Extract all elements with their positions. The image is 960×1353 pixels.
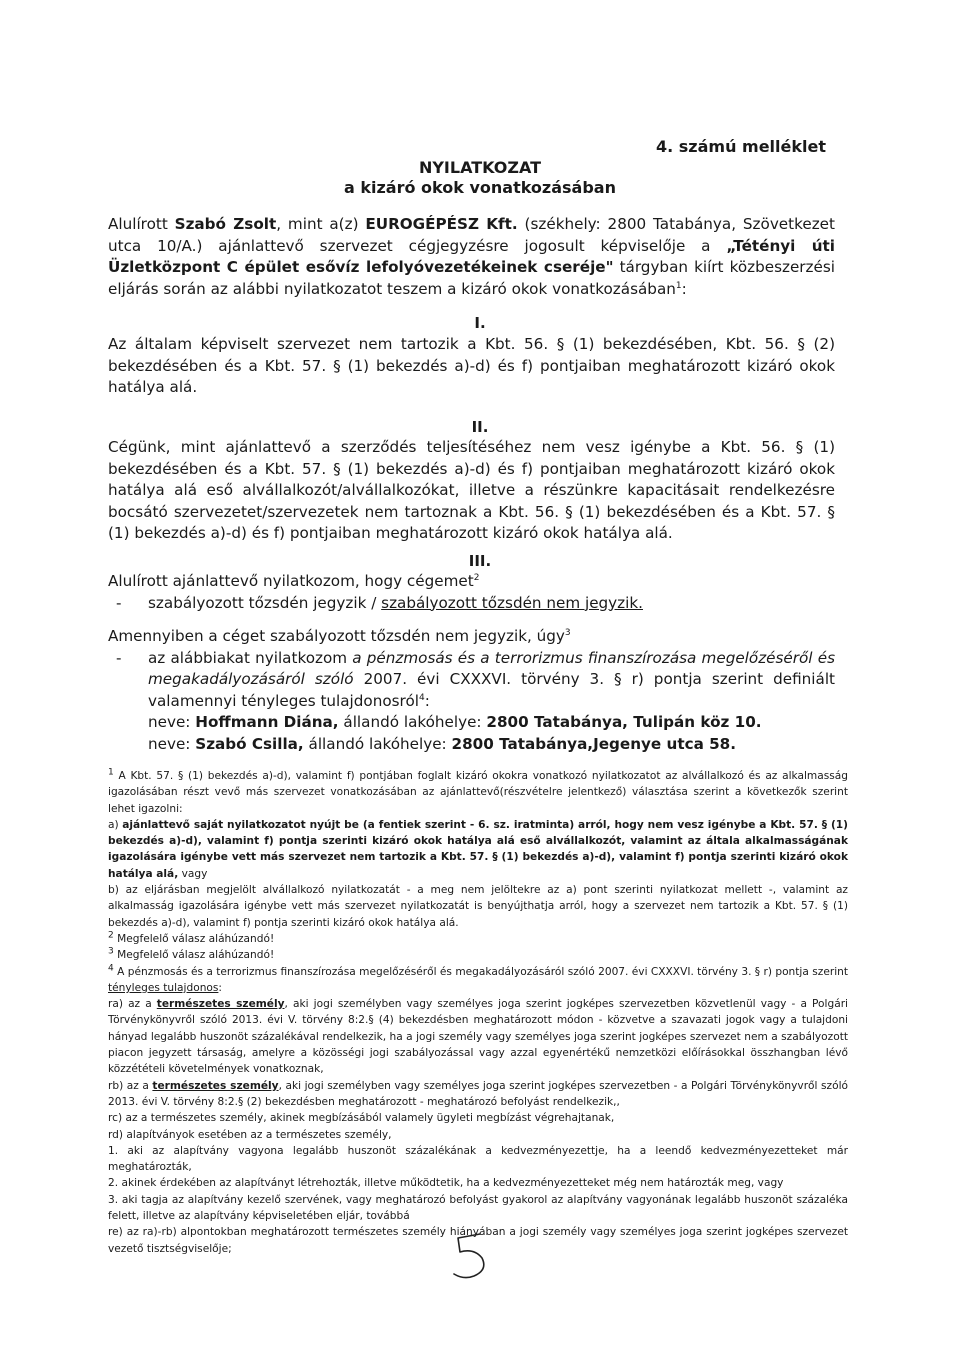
ra-prefix: ra) az a xyxy=(108,998,157,1011)
footnote-4-rc: rc) az a természetes személy, akinek megbízásából valamely ügyleti megbízást végrehajtanak, xyxy=(108,1112,615,1125)
annex-number: 4. számú melléklet xyxy=(655,137,826,156)
footnote-ref-1: 1 xyxy=(675,280,682,291)
owner-1 xyxy=(148,712,835,734)
footnote-3 xyxy=(108,947,848,963)
footnotes xyxy=(108,768,848,1257)
section-2-heading: II. xyxy=(471,418,489,436)
owner-2-residence-label: állandó lakóhelye: xyxy=(303,734,452,753)
section-3-lead: Alulírott ajánlattevő nyilatkozom, hogy cégemet xyxy=(108,572,474,590)
intro-text-1: Alulírott xyxy=(108,215,175,233)
handwritten-page-mark xyxy=(440,1228,510,1288)
footnote-4-re: re) az ra)-rb) alpontokban meghatározott természetes személy hiányában a jogi személy vagy személyes joga szerint jogképes szervezet vezető tisztségviselője; xyxy=(108,1226,848,1255)
footnote-2-text: Megfelelő válasz aláhúzandó! xyxy=(113,932,275,945)
owner-1-name: Hoffmann Diána, xyxy=(195,713,339,731)
title-line-1: NYILATKOZAT xyxy=(418,158,542,177)
signatory-name: Szabó Zsolt xyxy=(174,215,277,233)
footnote-1-number: 1 xyxy=(108,767,114,778)
footnote-1 xyxy=(108,768,848,817)
owners-lead xyxy=(108,626,835,648)
footnote-4 xyxy=(108,964,848,997)
project-name: „Tétényi úti Üzletközpont C épület esővíz lefolyóvezetékeinek cseréje" xyxy=(108,236,835,276)
footnote-4-rd-3: 3. aki tagja az alapítvány kezelő szervének, vagy meghatározó befolyást gyakorol az alapítvány vagyonának legalább huszonöt százaléka felett, illetve az alapítvány képviseletében eljár, továbbá xyxy=(108,1193,848,1223)
title-line-2: a kizáró okok vonatkozásában xyxy=(344,178,616,197)
footnote-4-rd-2: 2. akinek érdekében az alapítványt létrehozták, illetve működtetik, ha a kedvezményezetteket még nem határozták meg, vagy xyxy=(108,1177,784,1190)
dash-marker: - xyxy=(116,648,122,667)
footnote-4-rb xyxy=(108,1078,848,1111)
company-name: EUROGÉPÉSZ Kft. xyxy=(365,215,518,233)
section-3-heading: III. xyxy=(468,552,492,570)
footnote-1-text: A Kbt. 57. § (1) bekezdés a)-d), valamint f) pontjában foglalt kizáró okokra vonatkozó nyilatkozatot az alvállalkozó és az alkalmasság igazolásában részt vevő más szervezet vonatkozásában az ajánlattevő(részvételre jelentkező) választása szerint a következők szerint lehet igazolni: xyxy=(108,770,848,815)
footnote-1-a-label: a) xyxy=(108,818,123,831)
owners-text-2: 2007. évi CXXXVI. törvény 3. § r) pontja szerint definiált valamennyi tényleges tulajdonosról xyxy=(148,670,835,710)
footnote-4-term: tényleges tulajdonos xyxy=(108,981,219,994)
footnote-ref-2: 2 xyxy=(473,572,480,583)
section-3-text xyxy=(108,571,835,593)
listing-options xyxy=(108,593,835,615)
ra-term: természetes személy xyxy=(156,998,285,1011)
listing-option-2: szabályozott tőzsdén nem jegyzik. xyxy=(381,593,643,612)
owners-block xyxy=(108,626,835,755)
footnote-1-a-tail: vagy xyxy=(178,867,208,880)
section-1-text: Az általam képviselt szervezet nem tartozik a Kbt. 56. § (1) bekezdésében, Kbt. 56. § (2) bekezdésében és a Kbt. 57. § (1) bekezdés a)-d) és f) pontjaiban meghatározott kizáró okok hatálya alá. xyxy=(108,335,835,396)
footnote-3-text: Megfelelő válasz aláhúzandó! xyxy=(113,949,275,962)
owner-2-label: neve: xyxy=(148,734,196,753)
owner-2 xyxy=(148,734,835,756)
rb-prefix: rb) az a xyxy=(108,1079,153,1092)
footnote-1-a-text: ajánlattevő saját nyilatkozatot nyújt be (a fentiek szerint - 6. sz. iratminta) arról, hogy nem vesz igénybe a Kbt. 57. § (1) bekezdés a)-d), valamint f) pontja szerinti kizáró okok hatálya alá eső alvállalkozót, valamint az általa alkalmasságának igazolására igénybe vett más szervezet nem tartozik a Kbt. 57. § (1) bekezdés a)-d), valamint f) pontja szerinti kizáró okok hatálya alá, xyxy=(108,818,848,880)
footnote-2 xyxy=(108,931,848,947)
intro-paragraph xyxy=(108,214,835,300)
intro-text-5: : xyxy=(681,279,687,298)
ra-text: , aki jogi személyben vagy személyes joga szerint jogképes szervezetben közvetlenül vagy - a Polgári Törvénykönyvről szóló 2013. évi V. törvény 8:2.§ (4) bekezdésben meghatározott módon - közvetve a szavazati jogok vagy a tulajdoni hányad legalább huszonöt százalékával rendelkezik, ha a jogi személy vagy személyes joga szerint jogképes szervezet nem a szabályozott piacon jegyzett társaság, amelyre a közösségi jogi szabályozással vagy azzal egyenértékű nemzetközi előírásokkal összhangban lévő közzétételi követelmények vonatkoznak, xyxy=(108,998,848,1076)
footnote-4-rd-1: 1. aki az alapítvány vagyona legalább huszonöt százalékának a kedvezményezettje, ha a leendő kedvezményezetteket már meghatározták, xyxy=(108,1144,848,1174)
footnote-ref-4: 4 xyxy=(418,692,425,703)
footnote-3-number: 3 xyxy=(108,946,114,957)
rb-text: , aki jogi személyben vagy személyes joga szerint jogképes szervezetben - a Polgári Törvénykönyvről szóló 2013. évi V. törvény 8:2.§ (2) bekezdésben meghatározott - meghatározó befolyást rendelkezik,, xyxy=(108,1079,848,1108)
intro-text-2: , mint a(z) xyxy=(276,215,366,233)
footnote-2-number: 2 xyxy=(108,930,114,941)
section-3-block xyxy=(108,571,835,614)
footnote-ref-3: 3 xyxy=(564,627,571,638)
owners-statement xyxy=(108,648,835,756)
rb-term: természetes személy xyxy=(152,1079,279,1092)
dash-marker: - xyxy=(116,593,122,612)
footnote-1-b: b) az eljárásban megjelölt alvállalkozó nyilatkozatát - a meg nem jelöltekre az a) pont szerinti nyilatkozat mellett -, valamint az alkalmasság igazolására igénybe vett más szervezet nyilatkozatát is benyújthatja arról, hogy a szervezet nem tartozik a Kbt. 57. § (1) bekezdés a)-d), valamint f) pontja szerinti kizáró okok hatálya alá. xyxy=(108,884,848,929)
document-title xyxy=(330,158,630,198)
intro-text-4: tárgyban kiírt közbeszerzési eljárás során az alábbi nyilatkozatot teszem a kizáró okok vonatkozásában xyxy=(108,258,835,298)
section-1-heading: I. xyxy=(474,314,486,332)
footnote-1-a xyxy=(108,817,848,882)
owner-1-label: neve: xyxy=(148,713,196,731)
section-2-text: Cégünk, mint ajánlattevő a szerződés teljesítéséhez nem vesz igénybe a Kbt. 56. § (1) bekezdésében és a Kbt. 57. § (1) bekezdés a)-d) és f) pontjaiban meghatározott kizáró okok hatálya alá eső alvállalkozót/alvállalkozókat, illetve a részünkre kapacitásait rendelkezésre bocsátó szervezetet/szervezetek nem tartoznak a Kbt. 56. § (1) bekezdésében és a Kbt. 57. § (1) bekezdés a)-d) és f) pontjaiban meghatározott kizáró okok hatálya alá. xyxy=(108,438,835,542)
footnote-4-number: 4 xyxy=(108,963,114,974)
owners-text-1: az alábbiakat nyilatkozom xyxy=(148,648,353,667)
footnote-4-end: : xyxy=(218,981,222,994)
footnote-4-text: A pénzmosás és a terrorizmus finanszírozása megelőzéséről és megakadályozásáról szóló 2007. évi CXXXVI. törvény 3. § r) pontja szerint xyxy=(113,965,848,978)
owner-1-residence-label: állandó lakóhelye: xyxy=(338,713,487,731)
owner-2-address: 2800 Tatabánya,Jegenye utca 58. xyxy=(451,734,737,753)
owners-lead-text: Amennyiben a céget szabályozott tőzsdén nem jegyzik, úgy xyxy=(108,627,565,645)
intro-text-3: (székhely: 2800 Tatabánya, Szövetkezet utca 10/A.) ajánlattevő szervezet cégjegyzésre jogosult képviselője a xyxy=(108,215,835,255)
owner-1-address: 2800 Tatabánya, Tulipán köz 10. xyxy=(486,713,762,731)
owner-2-name: Szabó Csilla, xyxy=(195,734,304,753)
footnote-4-rd: rd) alapítványok esetében az a természetes személy, xyxy=(108,1128,392,1141)
footnote-4-ra xyxy=(108,996,848,1077)
law-title: a pénzmosás és a terrorizmus finanszírozása megelőzéséről és megakadályozásáról szóló xyxy=(148,648,835,688)
listing-option-1: szabályozott tőzsdén jegyzik / xyxy=(148,593,382,612)
owners-text-3: : xyxy=(424,691,430,710)
